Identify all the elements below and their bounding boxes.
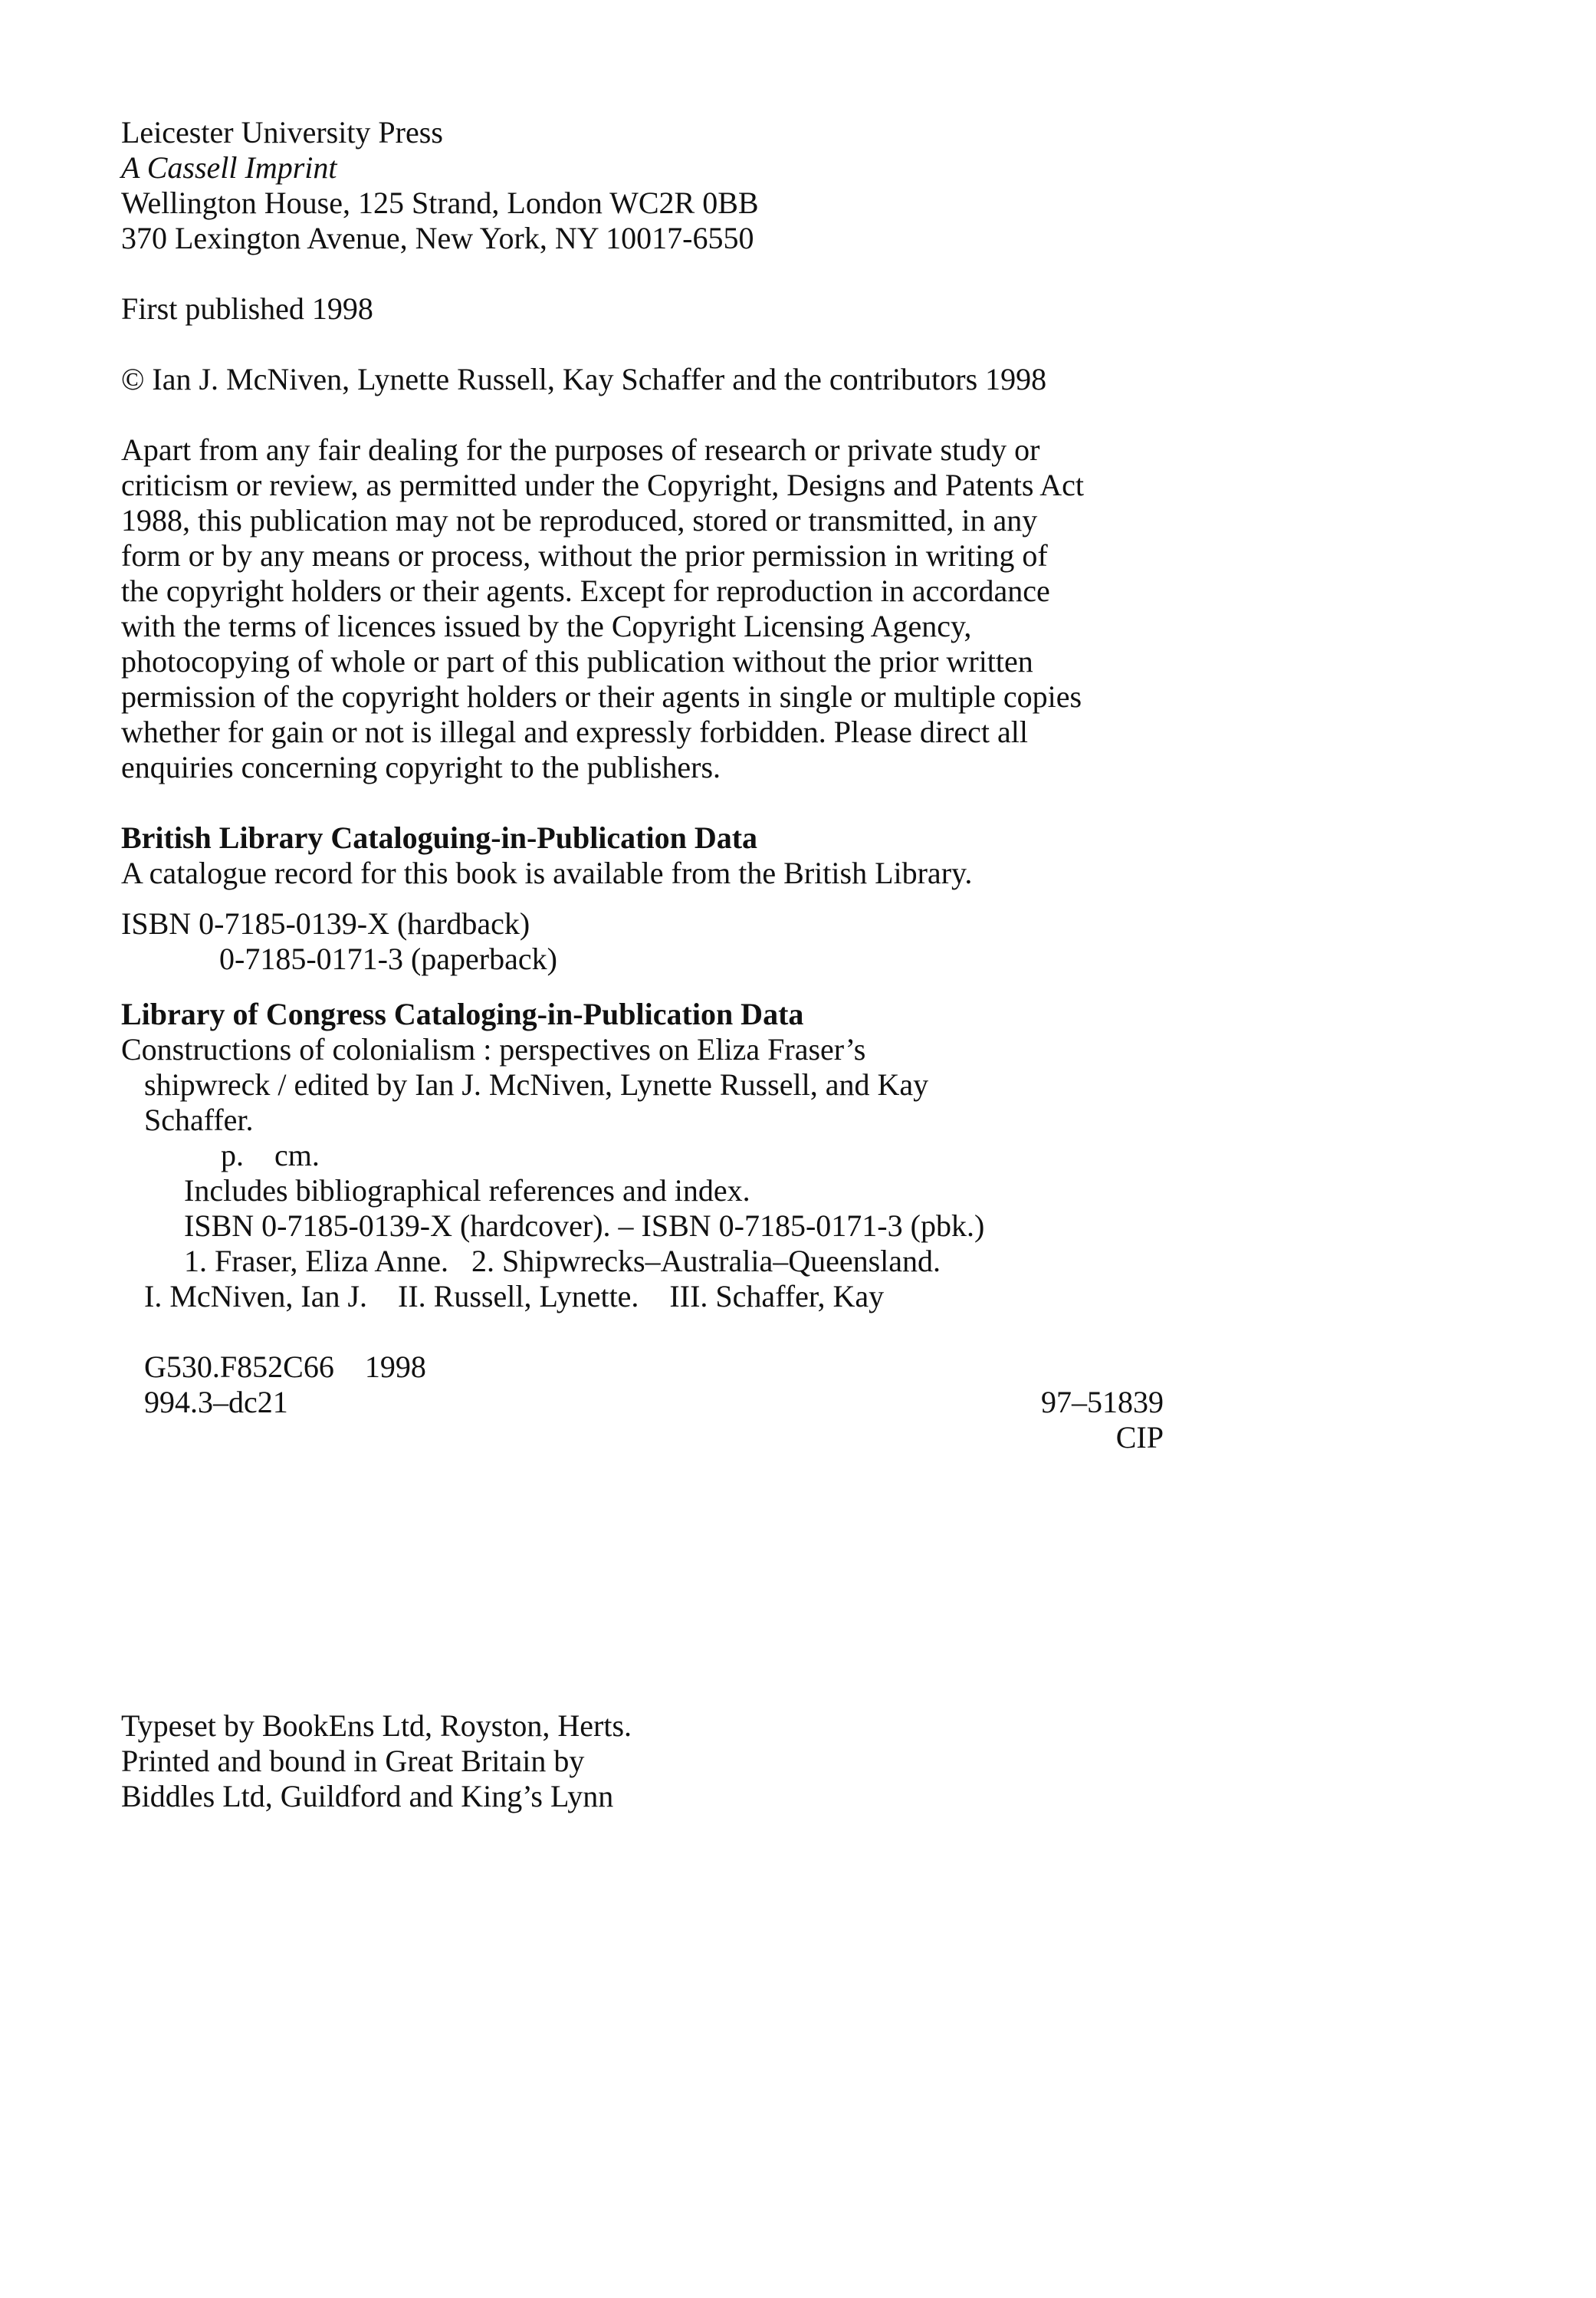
british-library-text: A catalogue record for this book is available from the British Library. [121,856,973,890]
british-library-cip [121,820,1210,891]
loc-lccn: 97–51839 [1041,1385,1164,1419]
printer-block [121,1708,632,1814]
library-of-congress-cip [121,997,1210,1455]
loc-classification [121,1350,1210,1455]
loc-title-line: shipwreck / edited by Ian J. McNiven, Lynette Russell, and Kay [144,1067,929,1102]
loc-pages: p. cm. [221,1138,320,1172]
isbn-block [121,906,1210,977]
rights-line: enquiries concerning copyright to the publishers. [121,750,721,784]
rights-line: with the terms of licences issued by the Copyright Licensing Agency, [121,609,972,643]
loc-cip: CIP [1115,1420,1164,1455]
rights-line: form or by any means or process, without the prior permission in writing of [121,538,1048,573]
loc-dewey-row [121,1385,1164,1420]
loc-title-line: Constructions of colonialism : perspectives on Eliza Fraser’s [121,1032,866,1067]
rights-line: Apart from any fair dealing for the purposes of research or private study or [121,432,1040,467]
publisher-address-us: 370 Lexington Avenue, New York, NY 10017-6550 [121,221,754,255]
rights-line: photocopying of whole or part of this publication without the prior written [121,644,1033,679]
publisher-address-uk: Wellington House, 125 Strand, London WC2R 0BB [121,186,759,220]
british-library-heading: British Library Cataloguing-in-Publication Data [121,820,758,855]
isbn-hardback: ISBN 0-7185-0139-X (hardback) [121,906,530,941]
loc-added-entries: I. McNiven, Ian J. II. Russell, Lynette. III. Schaffer, Kay [144,1279,885,1313]
rights-line: permission of the copyright holders or their agents in single or multiple copies [121,679,1082,714]
copyright-line: © Ian J. McNiven, Lynette Russell, Kay Schaffer and the contributors 1998 [121,362,1047,396]
rights-line: whether for gain or not is illegal and expressly forbidden. Please direct all [121,715,1028,749]
loc-isbns: ISBN 0-7185-0139-X (hardcover). – ISBN 0-7185-0171-3 (pbk.) [184,1208,985,1243]
printer-line: Typeset by BookEns Ltd, Royston, Herts. [121,1708,632,1743]
rights-line: the copyright holders or their agents. Except for reproduction in accordance [121,574,1050,608]
rights-line: 1988, this publication may not be reproduced, stored or transmitted, in any [121,503,1038,538]
loc-subjects: 1. Fraser, Eliza Anne. 2. Shipwrecks–Australia–Queensland. [184,1244,941,1278]
isbn-paperback: 0-7185-0171-3 (paperback) [219,942,557,976]
printer-line: Biddles Ltd, Guildford and King’s Lynn [121,1779,614,1813]
publisher-name: Leicester University Press [121,115,443,150]
loc-cip-row [121,1420,1164,1455]
loc-heading: Library of Congress Cataloging-in-Publication Data [121,997,804,1031]
loc-call-number: G530.F852C66 1998 [144,1350,426,1384]
copyright-page [121,115,1210,1455]
loc-title-line: Schaffer. [144,1103,254,1137]
loc-notes: Includes bibliographical references and index. [184,1173,750,1208]
publisher-block [121,115,1210,256]
rights-paragraph [121,432,1210,785]
first-published: First published 1998 [121,291,373,326]
publisher-imprint: A Cassell Imprint [121,150,337,185]
printer-line: Printed and bound in Great Britain by [121,1744,585,1778]
loc-dewey: 994.3–dc21 [144,1385,288,1419]
rights-line: criticism or review, as permitted under the Copyright, Designs and Patents Act [121,468,1085,502]
